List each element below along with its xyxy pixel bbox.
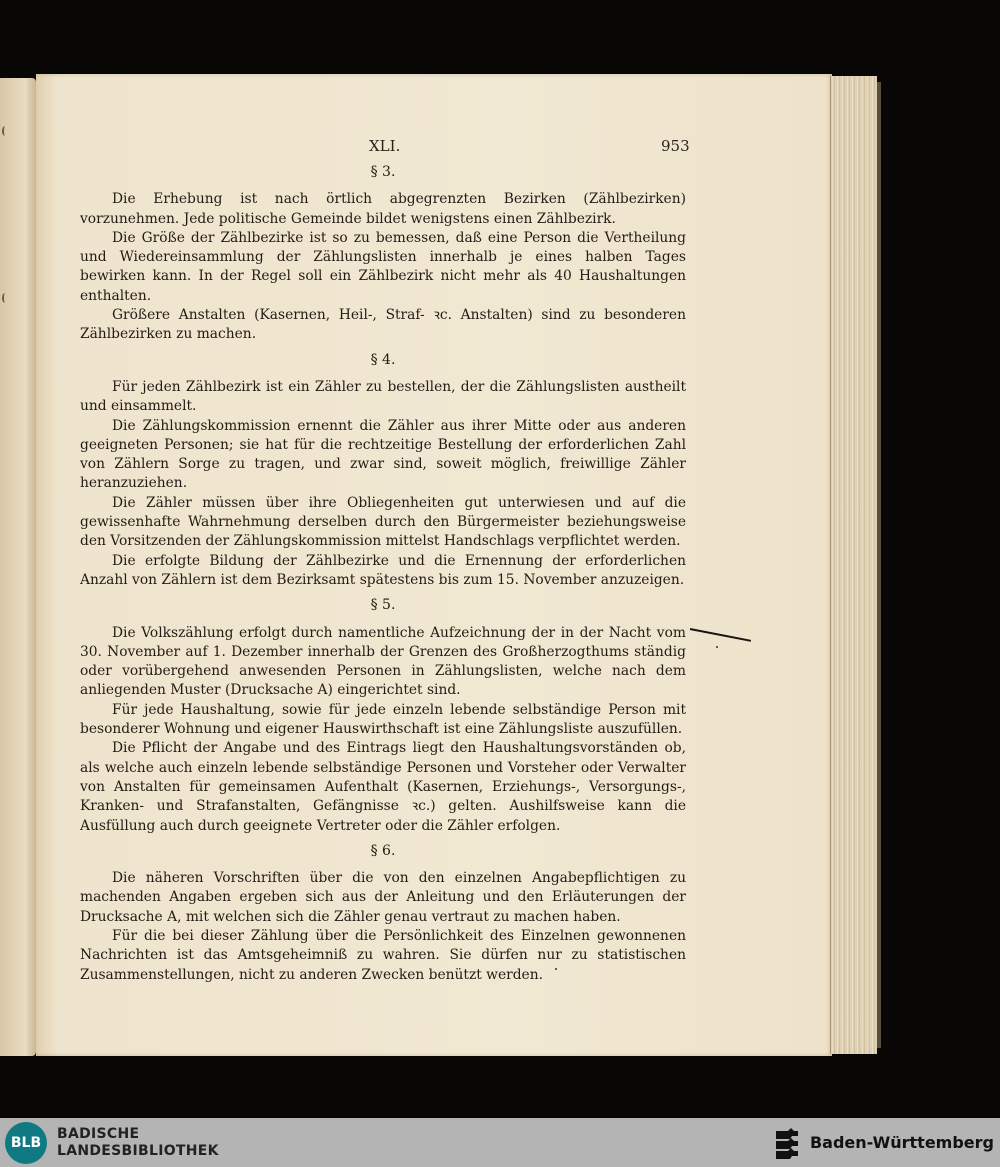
section-heading: § 3. [370,164,396,180]
lions-crest-icon [772,1125,802,1161]
blb-badge-icon: BLB [5,1122,47,1164]
paragraph: Die Zählungskommission ernennt die Zähler aus ihrer Mitte oder aus anderen geeigneten Personen; sie hat für die rechtzeitige Bestellung der erforderlichen Zahl von Zählern Sorge zu tragen, und zwar sind, soweit möglich, freiwillige Zähler heranzuziehen. [80,417,686,492]
paragraph: Für jeden Zählbezirk ist ein Zähler zu bestellen, der die Zählungslisten austheilt und einsammelt. [80,378,686,415]
paragraph: Für die bei dieser Zählung über die Persönlichkeit des Einzelnen gewonnenen Nachrichten ist das Amtsgeheimniß zu wahren. Sie dürfen nur zu statistischen Zusammenstellungen, nicht zu anderen Zwecken benützt werden. [80,927,686,983]
paragraph: Die Größe der Zählbezirke ist so zu bemessen, daß eine Person die Vertheilung und Wiedereinsammlung der Zählungslisten innerhalb je eines halben Tages bewirken kann. In der Regel soll ein Zählbezirk nicht mehr als 40 Haushaltungen enthalten. [80,229,686,304]
section-heading: § 5. [370,597,396,614]
paragraph: Die Erhebung ist nach örtlich abgegrenzten Bezirken (Zählbezirken) vorzunehmen. Jede politische Gemeinde bildet wenigstens einen Zählbezirk. [80,191,686,227]
edge-mark [2,126,8,136]
paragraph: Die Zähler müssen über ihre Obliegenheiten gut unterwiesen und auf die gewissenhafte Wahrnehmung derselben durch den Bürgermeister beziehungsweise den Vorsitzenden der Zählungskommission mittelst Handschlags verpflichtet werden. [80,494,686,550]
page-number: 953 [661,137,690,155]
edge-mark [2,293,8,303]
library-name [57,1126,219,1160]
paragraph: Größere Anstalten (Kasernen, Heil-, Straf- ꝛc. Anstalten) sind zu besonderen Zählbezirken zu machen. [80,307,686,343]
section-heading: § 4. [370,351,396,368]
paragraph: Die näheren Vorschriften über die von den einzelnen Angabepflichtigen zu machenden Angaben ergeben sich aus der Anleitung und den Erläuterungen der Drucksache A, mit welchen sich die Zähler genau vertraut zu machen haben. [80,870,686,925]
left-page-edge [0,78,36,1056]
paragraph: Die erfolgte Bildung der Zählbezirke und die Ernennung der erforderlichen Anzahl von Zählern ist dem Bezirksamt spätestens bis zum 15. November anzuzeigen. [80,552,686,588]
state-name: Baden-Württemberg [809,1133,994,1152]
library-name-line2: LANDESBIBLIOTHEK [57,1142,219,1159]
margin-dot [555,968,557,970]
paragraph: Die Pflicht der Angabe und des Eintrags liegt den Haushaltungsvorständen ob, als welche auch einzeln lebende selbständige Personen und Vorsteher oder Verwalter von Anstalten für gemeinsamen Aufenthalt (Kasernen, Erziehungs-, Versorgungs-, Kranken- und Strafanstalten, Gefängnisse ꝛc.) gelten. Aushilfsweise kann die Ausfüllung auch durch geeignete Vertreter oder die Zähler erfolgen. [80,740,686,834]
page-stack-edge [830,76,877,1054]
bw-logo[interactable] [772,1125,994,1161]
chapter-number: XLI. [369,137,401,155]
blb-logo[interactable] [5,1122,219,1164]
page-text [80,163,686,985]
paragraph: Für jede Haushaltung, sowie für jede einzeln lebende selbständige Person mit besonderer Wohnung und eigener Hauswirthschaft ist eine Zählungsliste auszufüllen. [80,701,686,738]
footer-bar [0,1118,1000,1167]
section-heading: § 6. [370,842,396,859]
margin-dot [716,646,718,648]
library-name-line1: BADISCHE [57,1125,140,1142]
paragraph: Die Volkszählung erfolgt durch namentliche Aufzeichnung der in der Nacht vom 30. November auf 1. Dezember innerhalb der Grenzen des Großherzogthums ständig oder vorübergehend anwesenden Personen in Zählungslisten, welche nach dem anliegenden Muster (Drucksache A) eingerichtet sind. [80,624,686,699]
